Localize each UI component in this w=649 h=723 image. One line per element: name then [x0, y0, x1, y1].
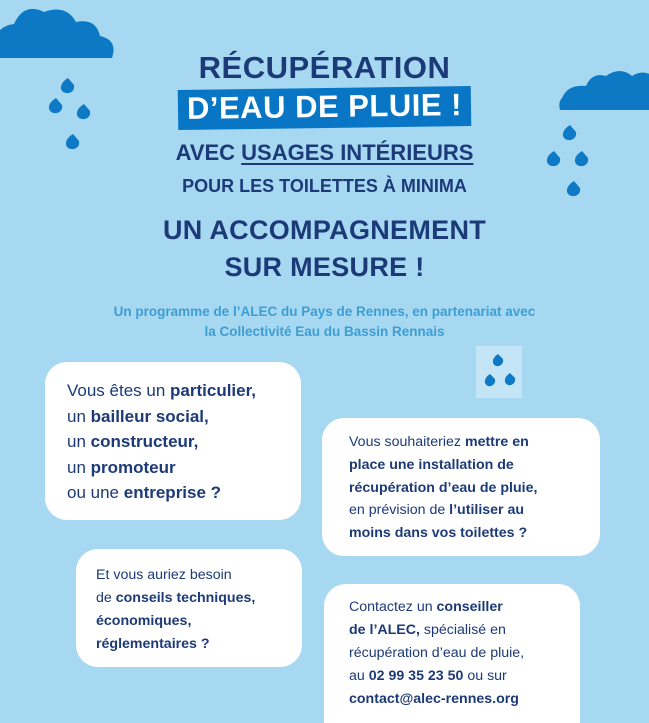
card-text-bold: particulier, — [170, 381, 257, 400]
card-text: récupération d’eau de pluie, — [349, 645, 525, 661]
program-line-2: la Collectivité Eau du Bassin Rennais — [204, 324, 445, 339]
card-text: Vous souhaiteriez — [349, 434, 465, 450]
headline-line-1: UN ACCOMPAGNEMENT — [162, 215, 487, 245]
card-text-bold: moins dans vos toilettes ? — [349, 525, 528, 542]
card-project — [322, 418, 600, 556]
raindrop-group-middle — [476, 346, 526, 401]
title-line-2: D’EAU DE PLUIE ! — [178, 86, 471, 130]
card-text: un — [67, 457, 91, 477]
card-text-bold: bailleur social, — [90, 406, 209, 426]
card-text: Contactez un — [349, 599, 437, 615]
card-text-bold: récupération d’eau de pluie, — [349, 479, 538, 496]
card-text: en prévision de — [349, 502, 450, 519]
card-text-bold: réglementaires ? — [96, 636, 210, 652]
title-highlight-wrap — [0, 88, 649, 128]
card-contact — [324, 584, 580, 723]
email-address[interactable]: contact@alec-rennes.org — [349, 691, 519, 707]
card-text-bold: l’utiliser au — [449, 502, 525, 519]
card-text-bold: de l’ALEC, — [349, 622, 420, 638]
card-text-bold: mettre en — [464, 434, 529, 450]
card-text: Vous êtes un — [67, 381, 171, 400]
card-text: ou une — [67, 483, 124, 503]
card-text: Et vous auriez besoin — [96, 567, 232, 583]
program-text — [0, 302, 649, 342]
card-text-bold: promoteur — [90, 457, 176, 477]
card-text: au — [349, 668, 369, 684]
subtitle-line-2: POUR LES TOILETTES À MINIMA — [182, 176, 467, 196]
phone-number[interactable]: 02 99 35 23 50 — [368, 668, 464, 684]
headline-line-2: SUR MESURE ! — [224, 252, 425, 282]
card-text-bold: place une installation de — [349, 456, 514, 473]
program-line-1: Un programme de l’ALEC du Pays de Rennes, en partenariat avec — [113, 304, 536, 319]
card-text: ou sur — [463, 668, 507, 684]
card-text-bold: conseils techniques, — [115, 590, 256, 606]
card-text-bold: conseiller — [436, 599, 503, 615]
card-audience — [45, 362, 301, 520]
subtitle-underlined: USAGES INTÉRIEURS — [241, 140, 474, 165]
title-line-1: RÉCUPÉRATION — [198, 50, 451, 85]
subtitle-prefix: AVEC — [175, 140, 242, 165]
card-text-bold: constructeur, — [90, 432, 199, 452]
card-text-bold: entreprise ? — [123, 483, 222, 503]
card-need — [76, 549, 302, 667]
subtitle-line-1 — [0, 140, 649, 166]
card-text: de — [96, 590, 116, 606]
card-text: spécialisé en — [419, 622, 506, 638]
card-text: un — [67, 432, 91, 452]
card-text-bold: économiques, — [96, 613, 192, 629]
card-text: un — [67, 406, 91, 426]
